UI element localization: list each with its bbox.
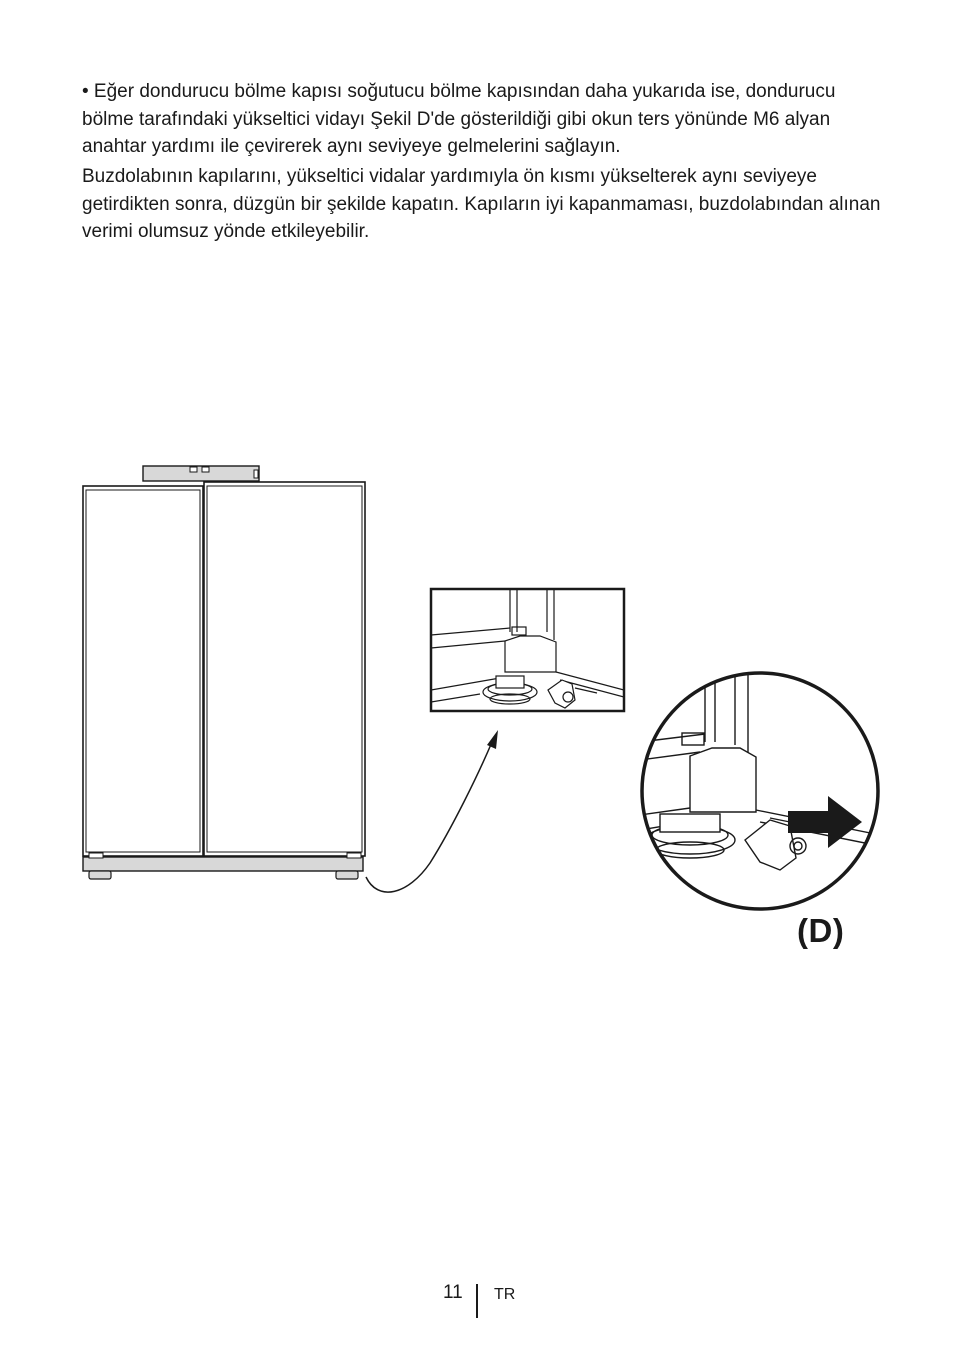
figure-label: (D): [797, 912, 845, 949]
magnified-detail-circle: [640, 670, 880, 909]
detail-box: [431, 589, 624, 711]
footer-divider: [476, 1284, 478, 1318]
pointer-arrow: [366, 730, 498, 892]
instruction-paragraph-1: • Eğer dondurucu bölme kapısı soğutucu bölme kapısından daha yukarıda ise, dondurucu bölme tarafındaki yükseltici vidayı Şekil D'de gösterildiği gibi okun ters yönünde M6 alyan anahtar yardımı ile çevirerek aynı seviyeye gelmelerini sağlayın.: [82, 81, 836, 157]
instruction-paragraph-2: Buzdolabının kapılarını, yükseltici vidalar yardımıyla ön kısmı yükselterek aynı seviyeye getirdikten sonra, düzgün bir şekilde kapatın. Kapıların iyi kapanmaması, buzdolabından alınan verimi olumsuz yönde etkileyebilir.: [82, 166, 881, 242]
language-code: TR: [494, 1286, 516, 1303]
refrigerator-front-view: [83, 466, 365, 879]
page-number: 11: [443, 1282, 463, 1303]
figure-d-illustration: [0, 440, 954, 940]
